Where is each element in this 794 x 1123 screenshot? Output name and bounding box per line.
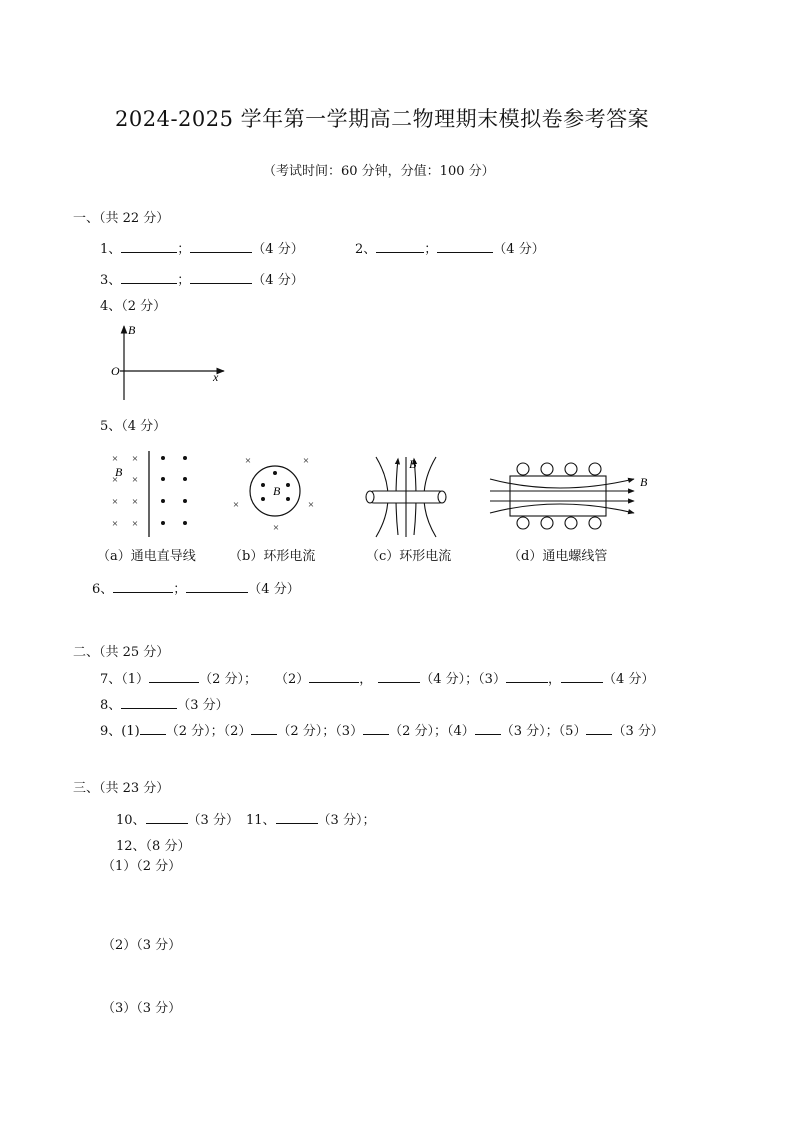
ring-end-right bbox=[438, 491, 446, 503]
cross-mark: × bbox=[111, 474, 119, 486]
q12-part-3: （3）（3 分） bbox=[102, 1001, 182, 1016]
question-2 bbox=[355, 238, 545, 257]
q1-answer-blank-2[interactable] bbox=[190, 240, 252, 253]
q2-score: （4 分） bbox=[493, 242, 545, 257]
q5-caption-d: （d）通电螺线管 bbox=[508, 549, 608, 564]
q11-answer-blank[interactable] bbox=[276, 811, 318, 824]
dot-mark bbox=[286, 483, 290, 487]
q11-score: （3 分）； bbox=[317, 813, 376, 828]
coil-bottom bbox=[541, 517, 553, 529]
q7-score-3: （4 分） bbox=[602, 672, 655, 687]
q8-score: （3 分） bbox=[177, 698, 229, 713]
q6-separator: ； bbox=[173, 582, 187, 597]
q12-part-2: （2）（3 分） bbox=[102, 938, 182, 953]
coil-bottom bbox=[517, 517, 529, 529]
q1-number: 1、 bbox=[100, 242, 122, 257]
q2-answer-blank-2[interactable] bbox=[437, 240, 493, 253]
q5-caption-b: （b）环形电流 bbox=[229, 549, 316, 564]
cross-mark: × bbox=[244, 455, 252, 467]
q10-answer-blank[interactable] bbox=[146, 811, 188, 824]
q5-diagram-d-solenoid bbox=[486, 455, 656, 535]
coil-top bbox=[541, 463, 553, 475]
q2-answer-blank-1[interactable] bbox=[376, 240, 424, 253]
cross-mark: × bbox=[232, 499, 240, 511]
q4-y-axis-label: B bbox=[128, 323, 136, 337]
q6-answer-blank-1[interactable] bbox=[113, 580, 173, 593]
dot-mark bbox=[183, 477, 187, 481]
q3-number: 3、 bbox=[100, 273, 122, 288]
q9-answer-blank-5[interactable] bbox=[586, 722, 612, 735]
question-10 bbox=[116, 809, 239, 828]
q4-x-axis-label: x bbox=[213, 370, 219, 384]
q3-score: （4 分） bbox=[252, 273, 304, 288]
q3-answer-blank-1[interactable] bbox=[121, 271, 177, 284]
q2-number: 2、 bbox=[355, 242, 377, 257]
q7-score-2: （4 分）； bbox=[420, 672, 479, 687]
dot-mark bbox=[183, 456, 187, 460]
q9-answer-blank-4[interactable] bbox=[475, 722, 501, 735]
q10-number: 10、 bbox=[116, 813, 146, 828]
q10-score: （3 分） bbox=[187, 813, 239, 828]
cross-mark: × bbox=[307, 499, 315, 511]
q9-answer-blank-3[interactable] bbox=[363, 722, 389, 735]
dot-mark bbox=[261, 497, 265, 501]
q6-score: （4 分） bbox=[248, 582, 300, 597]
q7-comma: ， bbox=[359, 672, 373, 687]
coil-top bbox=[589, 463, 601, 475]
question-9 bbox=[100, 720, 664, 739]
q7-answer-blank-1[interactable] bbox=[149, 670, 199, 683]
question-5-label: 5、（4 分） bbox=[100, 419, 167, 434]
dot-mark bbox=[183, 521, 187, 525]
cross-mark: × bbox=[131, 496, 139, 508]
cross-mark: × bbox=[131, 518, 139, 530]
exam-info: （考试时间：60 分钟，分值：100 分） bbox=[263, 164, 495, 179]
q7-comma-2: ， bbox=[547, 672, 561, 687]
question-4-label: 4、（2 分） bbox=[100, 299, 167, 314]
cross-mark: × bbox=[131, 474, 139, 486]
q5c-field-label: B bbox=[409, 457, 417, 471]
q1-answer-blank-1[interactable] bbox=[121, 240, 177, 253]
cross-mark: × bbox=[111, 496, 119, 508]
cross-mark: × bbox=[111, 518, 119, 530]
q9-score-5: （3 分） bbox=[612, 724, 664, 739]
q8-number: 8、 bbox=[100, 698, 122, 713]
question-11 bbox=[246, 809, 375, 828]
question-12-label: 12、（8 分） bbox=[116, 839, 191, 854]
dot-mark bbox=[161, 521, 165, 525]
question-7 bbox=[100, 668, 654, 687]
dot-mark bbox=[161, 456, 165, 460]
question-3 bbox=[100, 269, 304, 288]
q7-score-1: （2 分）； bbox=[199, 672, 257, 687]
q6-answer-blank-2[interactable] bbox=[186, 580, 248, 593]
dot-mark bbox=[286, 497, 290, 501]
q6-number: 6、 bbox=[92, 582, 114, 597]
q7-answer-blank-5[interactable] bbox=[561, 670, 603, 683]
q5d-field-label: B bbox=[640, 475, 648, 489]
q7-part-1: （1） bbox=[121, 672, 150, 687]
dot-mark bbox=[183, 499, 187, 503]
page-title: 2024-2025 学年第一学期高二物理期末模拟卷参考答案 bbox=[115, 107, 650, 131]
cross-mark: × bbox=[111, 453, 119, 465]
q9-score-3: （2 分）；（4） bbox=[389, 724, 475, 739]
section-1-heading: 一、（共 22 分） bbox=[73, 211, 170, 226]
question-8 bbox=[100, 694, 229, 713]
q5b-field-label: B bbox=[273, 484, 281, 498]
section-3-heading: 三、（共 23 分） bbox=[73, 781, 170, 796]
q9-score-4: （3 分）；（5） bbox=[500, 724, 587, 739]
q8-answer-blank[interactable] bbox=[121, 696, 177, 709]
q7-answer-blank-4[interactable] bbox=[506, 670, 548, 683]
q4-origin-label: O bbox=[111, 364, 120, 378]
q5-diagram-c-ring-current bbox=[358, 447, 458, 542]
coil-bottom bbox=[565, 517, 577, 529]
q7-part-3: （3） bbox=[478, 672, 506, 687]
q3-answer-blank-2[interactable] bbox=[190, 271, 252, 284]
cross-mark: × bbox=[302, 455, 310, 467]
solenoid-body bbox=[510, 476, 606, 516]
cross-mark: × bbox=[272, 522, 280, 534]
dot-mark bbox=[261, 483, 265, 487]
q9-answer-blank-2[interactable] bbox=[251, 722, 277, 735]
question-6 bbox=[92, 578, 300, 597]
dot-mark bbox=[273, 471, 277, 475]
q3-separator: ； bbox=[177, 273, 191, 288]
q1-separator: ； bbox=[177, 242, 191, 257]
question-1 bbox=[100, 238, 304, 257]
q9-score-2: （2 分）；（3） bbox=[277, 724, 364, 739]
q4-axes-diagram bbox=[100, 320, 240, 405]
q5-caption-c: （c）环形电流 bbox=[366, 549, 452, 564]
q12-part-1: （1）（2 分） bbox=[102, 859, 182, 874]
section-2-heading: 二、（共 25 分） bbox=[73, 645, 170, 660]
cross-mark: × bbox=[131, 453, 139, 465]
q9-number: 9、 bbox=[100, 724, 122, 739]
q7-number: 7、 bbox=[100, 672, 122, 687]
coil-top bbox=[565, 463, 577, 475]
q7-part-2: （2） bbox=[274, 672, 310, 687]
q7-answer-blank-2[interactable] bbox=[309, 670, 359, 683]
coil-top bbox=[517, 463, 529, 475]
ring-end-left bbox=[366, 491, 374, 503]
q5-diagram-b-ring-current bbox=[228, 447, 323, 542]
q5-diagram-a-straight-wire bbox=[104, 447, 199, 542]
q9-part-1: (1) bbox=[121, 724, 140, 739]
q1-score: （4 分） bbox=[252, 242, 304, 257]
dot-mark bbox=[161, 477, 165, 481]
q11-number: 11、 bbox=[246, 813, 276, 828]
dot-mark bbox=[161, 499, 165, 503]
q7-answer-blank-3[interactable] bbox=[378, 670, 420, 683]
q2-separator: ； bbox=[424, 242, 438, 257]
q5a-field-label: B bbox=[115, 465, 123, 479]
q9-score-1: （2 分）；（2） bbox=[165, 724, 252, 739]
coil-bottom bbox=[589, 517, 601, 529]
q5-caption-a: （a）通电直导线 bbox=[97, 549, 196, 564]
q9-answer-blank-1[interactable] bbox=[140, 722, 166, 735]
